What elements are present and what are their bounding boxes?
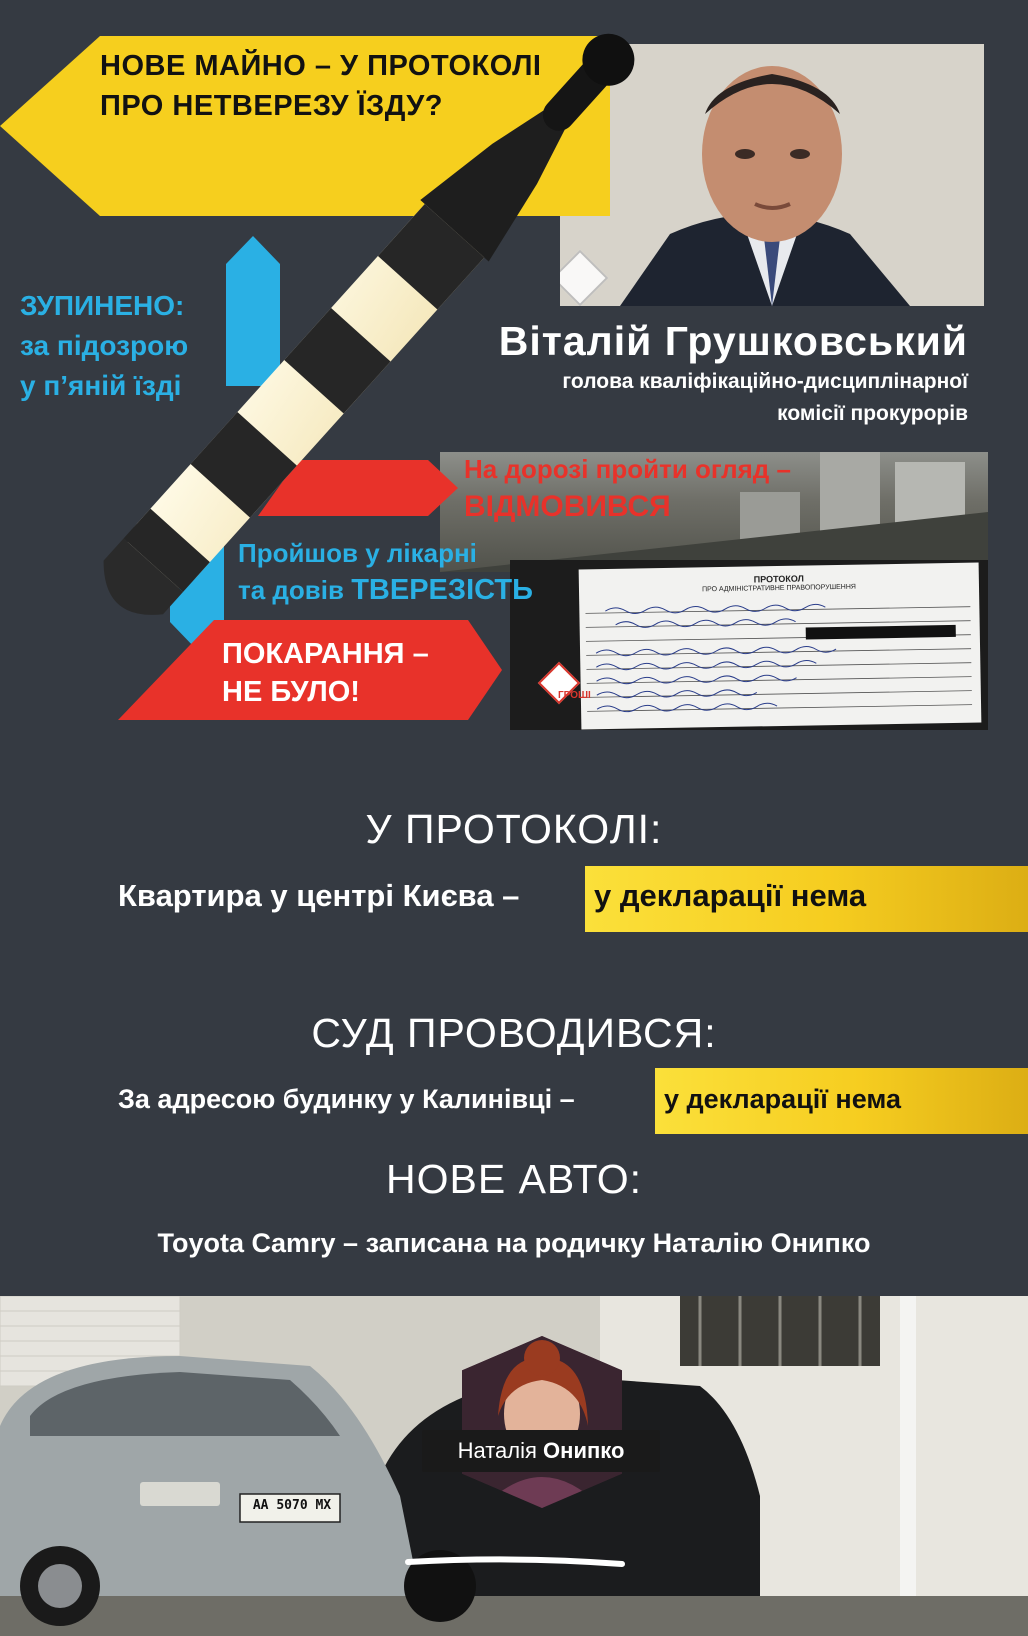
underline-mark	[400, 1546, 630, 1576]
groshi-watermark: ГРОШІ	[558, 690, 591, 701]
hospital-line-1: Пройшов у лікарні	[238, 538, 477, 568]
section3-text: Toyota Camry – записана на родичку Наталію Онипко	[157, 1228, 871, 1258]
section1-text: Квартира у центрі Києва –	[118, 878, 520, 913]
headline-line-1: НОВЕ МАЙНО – У ПРОТОКОЛІ	[100, 50, 542, 82]
penalty-line-1: ПОКАРАННЯ –	[222, 638, 429, 670]
tag-first-name: Наталія	[457, 1438, 537, 1463]
refused-line-1: На дорозі пройти огляд –	[464, 454, 791, 484]
hospital-line-2-prefix: та довів	[238, 575, 352, 605]
avatar	[462, 1336, 625, 1508]
tag-last-name: Онипко	[543, 1438, 625, 1463]
hospital-line-2	[238, 574, 533, 607]
section2-text: За адресою будинку у Калинівці –	[118, 1084, 575, 1114]
section2-heading: СУД ПРОВОДИВСЯ:	[311, 1010, 717, 1056]
car-photo	[0, 1296, 1028, 1636]
car-plate: AA 5070 MX	[252, 1498, 332, 1513]
section2-highlight: у декларації нема	[664, 1084, 901, 1114]
stopped-line-3: у п’яній їзді	[20, 370, 182, 401]
stopped-line-2: за підозрою	[20, 330, 189, 361]
person-role-line-2: комісії прокурорів	[777, 402, 968, 425]
protocol-title: ПРОТОКОЛ	[753, 573, 805, 585]
protocol-subtitle: ПРО АДМІНІСТРАТИВНЕ ПРАВОПОРУШЕННЯ	[701, 583, 856, 594]
section1-highlight: у декларації нема	[594, 878, 867, 913]
hospital-line-2-emph: ТВЕРЕЗІСТЬ	[351, 574, 533, 606]
section1-heading: У ПРОТОКОЛІ:	[365, 806, 663, 852]
stopped-line-1: ЗУПИНЕНО:	[20, 290, 185, 321]
headline-line-2: ПРО НЕТВЕРЕЗУ ЇЗДУ?	[100, 90, 443, 122]
refused-line-2: ВІДМОВИВСЯ	[464, 490, 671, 523]
person-name: Віталій Грушковський	[498, 318, 968, 364]
person-name-tag	[422, 1430, 660, 1472]
section3-heading: НОВЕ АВТО:	[385, 1156, 643, 1202]
person-role-line-1: голова кваліфікаційно-дисциплінарної	[562, 370, 968, 393]
penalty-line-2: НЕ БУЛО!	[222, 676, 360, 708]
